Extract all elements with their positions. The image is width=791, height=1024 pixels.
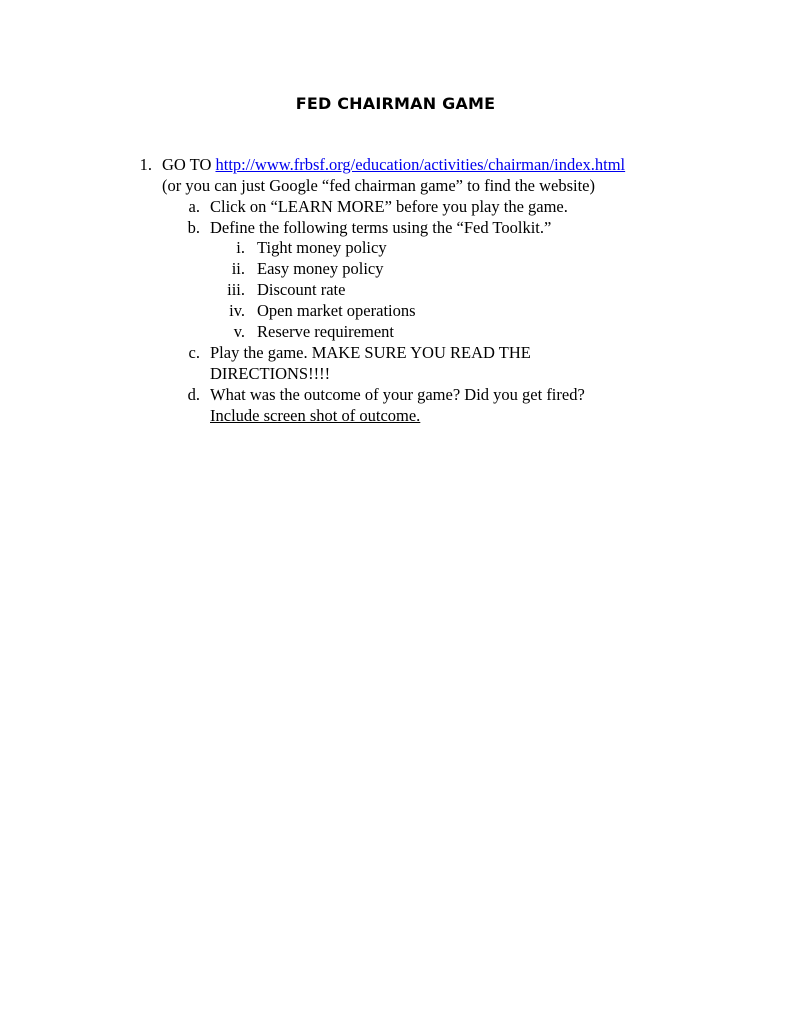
sub-a-marker: a. [188, 197, 200, 216]
chairman-game-link[interactable]: http://www.frbsf.org/education/activities/chairman/index.html [215, 155, 626, 174]
term-text: Discount rate [257, 280, 346, 299]
item-1-number: 1. [139, 155, 152, 174]
sub-c-line-1: Play the game. MAKE SURE YOU READ THE [210, 343, 531, 362]
document-title: FED CHAIRMAN GAME [295, 94, 496, 113]
term-text: Tight money policy [257, 238, 387, 257]
item-1-note: (or you can just Google “fed chairman game” to find the website) [162, 176, 595, 195]
item-1-prefix: GO TO [162, 155, 216, 174]
term-text: Reserve requirement [257, 322, 394, 341]
sub-a-text: Click on “LEARN MORE” before you play the game. [210, 197, 568, 216]
sub-d-line-1: What was the outcome of your game? Did you get fired? [210, 385, 585, 404]
item-1-line [162, 155, 625, 175]
term-marker: ii. [231, 259, 245, 278]
term-marker: iii. [227, 280, 245, 299]
term-marker: iv. [229, 301, 245, 320]
term-marker: i. [236, 238, 245, 257]
term-text: Easy money policy [257, 259, 384, 278]
sub-b-text: Define the following terms using the “Fed Toolkit.” [210, 218, 552, 237]
term-text: Open market operations [257, 301, 416, 320]
sub-c-marker: c. [188, 343, 200, 362]
sub-b-marker: b. [187, 218, 200, 237]
term-marker: v. [233, 322, 245, 341]
sub-d-marker: d. [187, 385, 200, 404]
sub-d-line-2: Include screen shot of outcome. [210, 406, 421, 425]
sub-c-line-2: DIRECTIONS!!!! [210, 364, 331, 383]
